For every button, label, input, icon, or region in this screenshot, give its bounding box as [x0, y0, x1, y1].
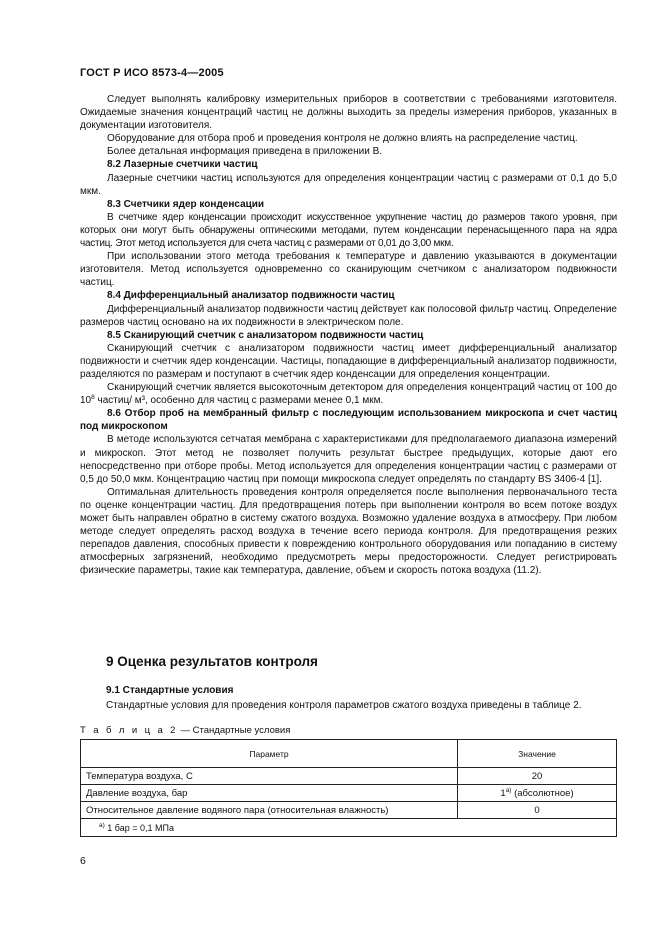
standard-conditions-table — [80, 739, 617, 837]
table-cell-value: 20 — [458, 768, 617, 785]
paragraph: Оборудование для отбора проб и проведения контроля не должно влиять на распределение частиц. — [107, 133, 578, 145]
subsection-heading: 8.3 Счетчики ядер конденсации — [107, 198, 265, 210]
table-cell-parameter: Давление воздуха, бар — [81, 785, 458, 802]
paragraph: В счетчике ядер конденсации происходит искусственное укрупнение частиц до размеров такого уровня, при которых они могут быть обнаружены оптическими методами, путем конденсации перенасыщенного пара на ядра частиц. Этот метод используется для счета частиц с размерами от 0,01 до 3,00 мкм. — [80, 211, 617, 250]
table-row — [81, 785, 617, 802]
paragraph: В методе используются сетчатая мембрана с характеристиками для предполагаемого диапазона измерений и микроскоп. Этот метод не позволяет получить результат быстрее предыдущих, которые дают его непосредственно при отборе пробы. Метод используется для определения концентрации частиц с размерами от 0,5 до 50,0 мкм. Концентрацию частиц при помощи микроскопа следует определять по стандарту BS 3406-4 [1]. — [80, 434, 617, 485]
table-cell-parameter: Относительное давление водяного пара (относительная влажность) — [81, 802, 458, 819]
table-footnote-row — [81, 819, 617, 837]
table-cell-parameter: Температура воздуха, С — [81, 768, 458, 785]
paragraph: Дифференциальный анализатор подвижности частиц действует как полосовой фильтр частиц. Определение размеров частиц основано на их подвижности в электрическом поле. — [80, 303, 617, 328]
column-header-parameter: Параметр — [81, 740, 458, 768]
exponent: 8 — [91, 394, 95, 402]
paragraph: Лазерные счетчики частиц используются для определения концентрации частиц с размерами от 0,1 до 5,0 мкм. — [80, 172, 617, 197]
paragraph — [80, 381, 617, 407]
footnote-text: 1 бар = 0,1 МПа — [104, 822, 174, 833]
table-caption-label: Т а б л и ц а 2 — [80, 725, 178, 736]
paragraph: Более детальная информация приведена в приложении В. — [107, 146, 383, 158]
paragraph: Стандартные условия для проведения контроля параметров сжатого воздуха приведены в таблице 2. — [106, 700, 582, 711]
column-header-value: Значение — [458, 740, 617, 768]
paragraph: Оптимальная длительность проведения контроля определяется после выполнения первоначального теста по оценке концентрации частиц. Для предотвращения потерь при выполнении контроля во всем потоке воздух может быть направлен обратно в систему сжатого воздуха. Возможно удаление воздуха в атмосферу. При любом методе следует определять расход воздуха в течение всего периода контроля. Для предотвращения резких перепадов давления, способных привести к повреждению контрольного оборудования или попаданию в систему атмосферных загрязнений, необходимо предусмотреть меры предосторожности. Следует регистрировать физические параметры, такие как температура, давление, объем и скорость потока воздуха (11.2). — [80, 486, 617, 577]
table-caption — [80, 725, 290, 736]
subsection-heading: 9.1 Стандартные условия — [106, 685, 234, 696]
body-text — [80, 93, 617, 577]
subsection-heading: 8.6 Отбор проб на мембранный фильтр с последующим использованием микроскопа и счет частиц под микроскопом — [80, 408, 617, 433]
subsection-heading: 8.4 Дифференциальный анализатор подвижности частиц — [107, 290, 395, 302]
document-header: ГОСТ Р ИСО 8573-4—2005 — [80, 67, 224, 79]
value-number: 1 — [500, 787, 506, 799]
paragraph-text: частиц/ м³, особенно для частиц с размерами менее 0,1 мкм. — [94, 395, 384, 407]
page-number: 6 — [80, 855, 86, 867]
section-heading: 9 Оценка результатов контроля — [106, 654, 318, 669]
paragraph-text: Сканирующий счетчик является высокоточным детектором для определения концентраций частиц от 100 до 10 — [80, 382, 617, 407]
subsection-heading: 8.5 Сканирующий счетчик с анализатором подвижности частиц — [107, 329, 424, 341]
paragraph: Следует выполнять калибровку измерительных приборов в соответствии с требованиями изготовителя. Ожидаемые значения концентраций частиц не должны выходить за пределы измерения приборов, указанных в документации изготовителя. — [80, 94, 617, 132]
table-cell-value: 0 — [458, 802, 617, 819]
subsection-heading: 8.2 Лазерные счетчики частиц — [107, 159, 258, 171]
table-cell-value — [458, 785, 617, 802]
footnote-marker: а) — [99, 821, 105, 829]
table-row — [81, 768, 617, 785]
table-footnote — [81, 819, 617, 837]
footnote-marker: а) — [505, 786, 512, 794]
value-text: (абсолютное) — [511, 787, 574, 799]
table-caption-title: — Стандартные условия — [177, 725, 291, 736]
table-header-row — [81, 740, 617, 768]
table-row — [81, 802, 617, 819]
paragraph: При использовании этого метода требования к температуре и давлению указываются в документации изготовителя. Метод используется одновременно со сканирующим счетчиком с анализатором подвижности частиц. — [80, 251, 617, 289]
paragraph: Сканирующий счетчик с анализатором подвижности частиц имеет дифференциальный анализатор подвижности и счетчик ядер конденсации. Частицы, попадающие в дифференциальный анализатор подвижности, разделяются по размерам и поступают в счетчик ядер конденсации для определения концентрации. — [80, 342, 617, 380]
